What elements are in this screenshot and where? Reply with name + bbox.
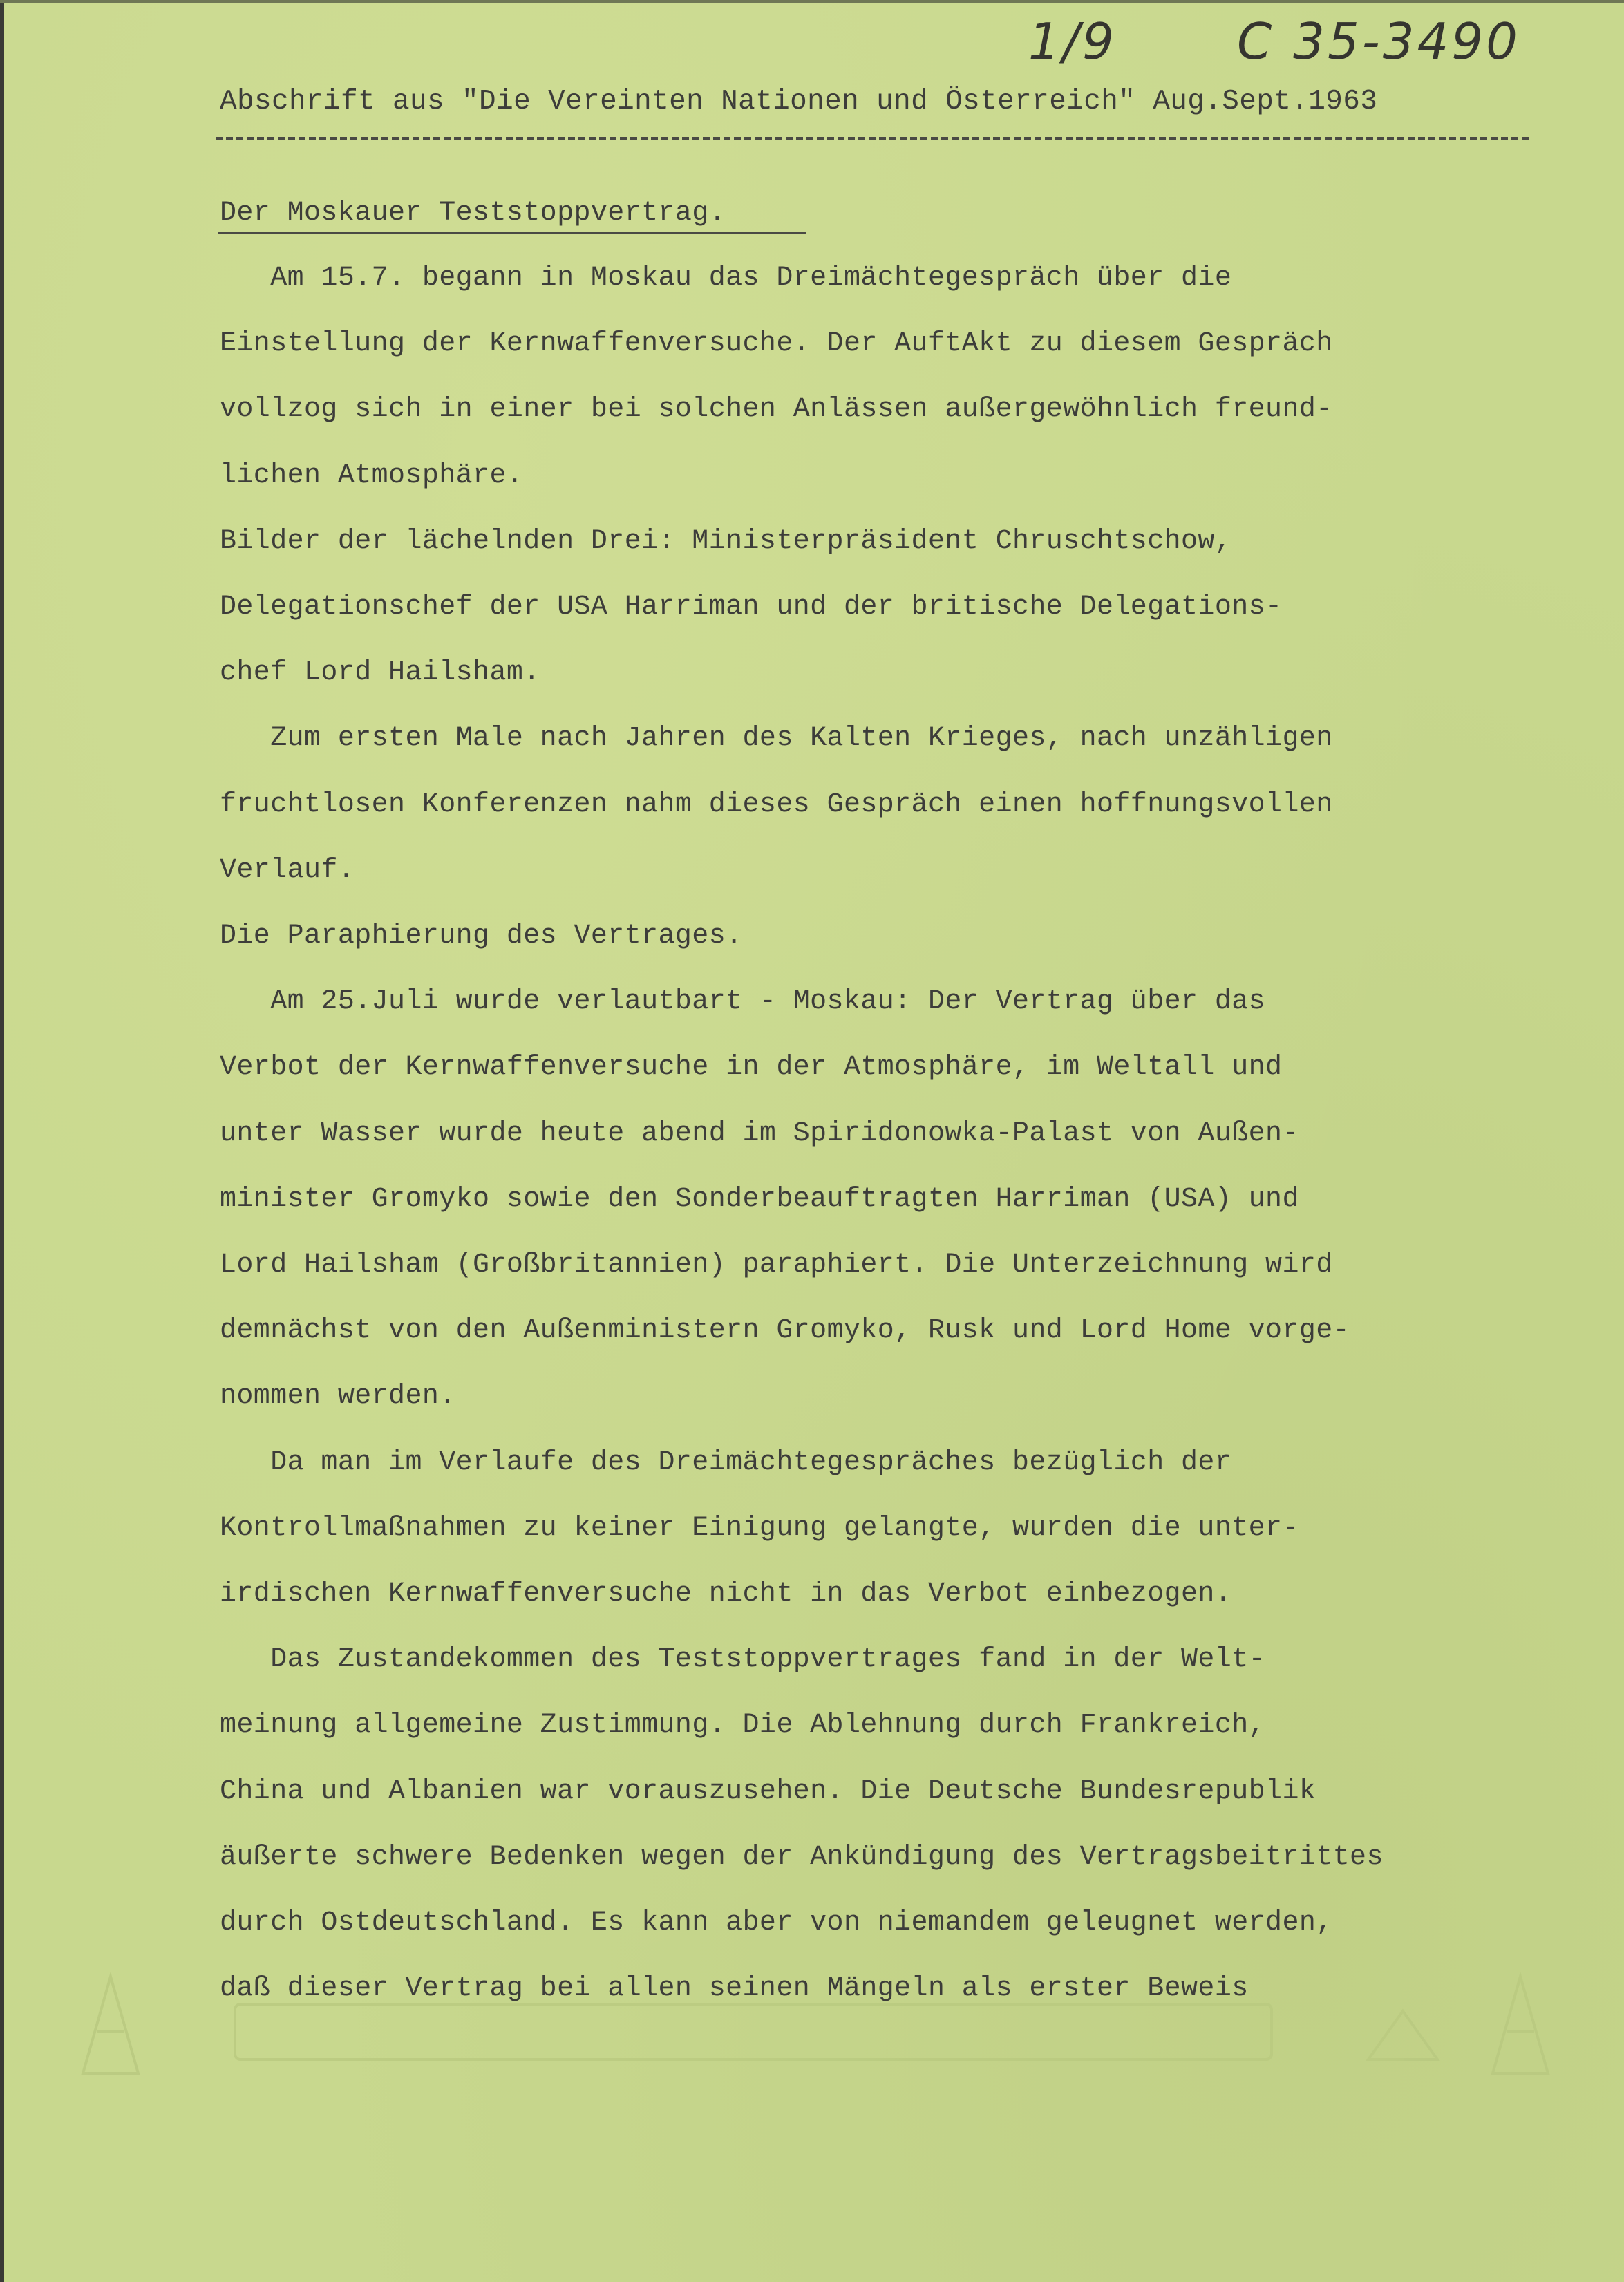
article-line: Zum ersten Male nach Jahren des Kalten Krieges, nach unzähligen	[220, 723, 1333, 755]
article-line: äußerte schwere Bedenken wegen der Ankündigung des Vertragsbeitrittes	[220, 1841, 1384, 1873]
article-line: Das Zustandekommen des Teststoppvertrages fand in der Welt-	[220, 1644, 1266, 1676]
article-line: Einstellung der Kernwaffenversuche. Der AuftAkt zu diesem Gespräch	[220, 328, 1333, 360]
handwritten-archive-code: C 35-3490	[1237, 12, 1520, 70]
article-line: Am 25.Juli wurde verlautbart - Moskau: Der Vertrag über das	[220, 986, 1266, 1018]
scan-edge-left	[0, 0, 4, 2282]
article-line: irdischen Kernwaffenversuche nicht in das Verbot einbezogen.	[220, 1578, 1232, 1610]
article-line: daß dieser Vertrag bei allen seinen Mängeln als erster Beweis	[220, 1973, 1249, 2005]
dashed-rule	[216, 137, 1529, 140]
article-line: Die Paraphierung des Vertrages.	[220, 921, 743, 952]
article-line: Verbot der Kernwaffenversuche in der Atmosphäre, im Weltall und	[220, 1052, 1283, 1084]
source-line: Abschrift aus "Die Vereinten Nationen und Österreich" Aug.Sept.1963	[220, 86, 1378, 117]
article-line: durch Ostdeutschland. Es kann aber von niemandem geleugnet werden,	[220, 1907, 1333, 1939]
watermark-emblem	[55, 1949, 1569, 2087]
article-line: Da man im Verlaufe des Dreimächtegespräches bezüglich der	[220, 1446, 1232, 1478]
scan-edge-top	[0, 0, 1624, 3]
article-line: demnächst von den Außenministern Gromyko, Rusk und Lord Home vorge-	[220, 1315, 1350, 1347]
article-line: vollzog sich in einer bei solchen Anlässen außergewöhnlich freund-	[220, 394, 1333, 426]
article-line: China und Albanien war vorauszusehen. Die Deutsche Bundesrepublik	[220, 1775, 1316, 1807]
article-line: Lord Hailsham (Großbritannien) paraphiert. Die Unterzeichnung wird	[220, 1250, 1333, 1281]
article-line: fruchtlosen Konferenzen nahm dieses Gespräch einen hoffnungsvollen	[220, 789, 1333, 820]
article-line: unter Wasser wurde heute abend im Spiridonowka-Palast von Außen-	[220, 1118, 1299, 1149]
article-line: Delegationschef der USA Harriman und der britische Delegations-	[220, 592, 1283, 623]
article-heading: Der Moskauer Teststoppvertrag.	[220, 198, 726, 229]
heading-underline	[218, 232, 806, 234]
article-line: Kontrollmaßnahmen zu keiner Einigung gelangte, wurden die unter-	[220, 1512, 1299, 1544]
article-line: minister Gromyko sowie den Sonderbeauftragten Harriman (USA) und	[220, 1183, 1299, 1215]
article-line: Bilder der lächelnden Drei: Ministerpräsident Chruschtschow,	[220, 525, 1232, 557]
handwritten-folio: 1/9	[1028, 12, 1117, 70]
article-line: chef Lord Hailsham.	[220, 657, 540, 689]
article-line: lichen Atmosphäre.	[220, 460, 524, 491]
article-line: nommen werden.	[220, 1381, 456, 1413]
article-line: Verlauf.	[220, 854, 355, 886]
article-line: Am 15.7. begann in Moskau das Dreimächtegespräch über die	[220, 263, 1232, 294]
article-line: meinung allgemeine Zustimmung. Die Ablehnung durch Frankreich,	[220, 1710, 1266, 1742]
